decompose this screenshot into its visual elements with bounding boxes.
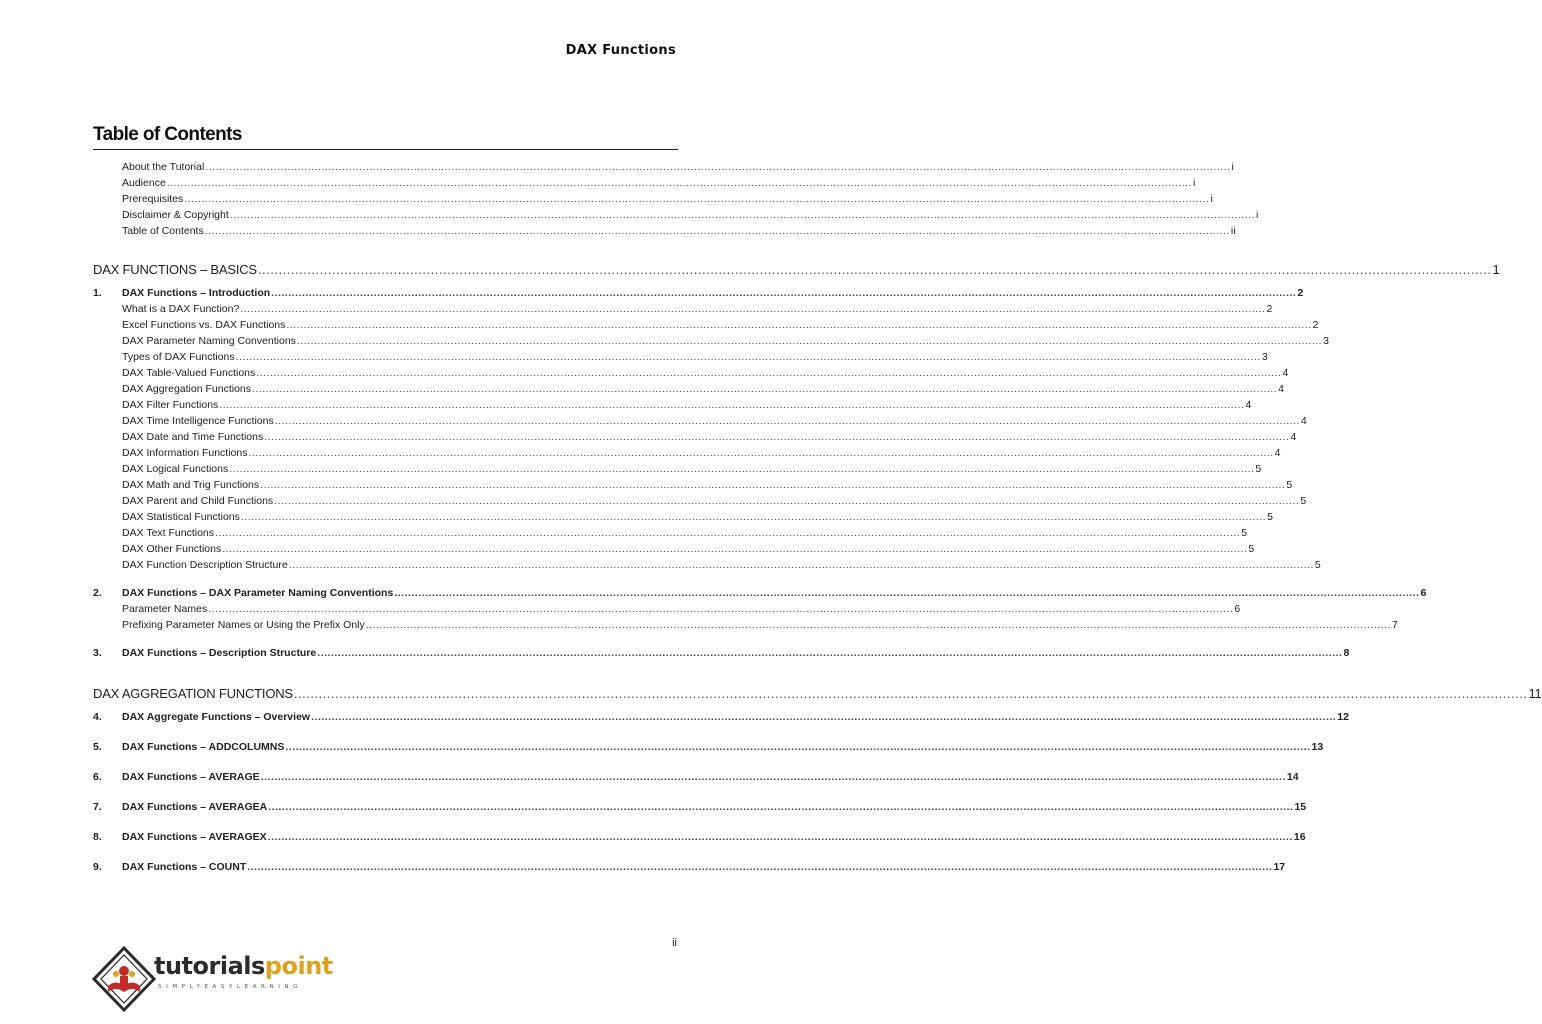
toc-entry[interactable] <box>93 615 1398 631</box>
toc-entry[interactable] <box>93 599 1241 615</box>
toc-entry-page: 2 <box>1266 303 1273 315</box>
toc-entry[interactable] <box>93 189 1213 205</box>
toc-entry-title: DAX Parent and Child Functions <box>122 495 274 507</box>
toc-dot-leader: ............................................................................................................................................................................................................................................................................................................ <box>260 771 1286 783</box>
logo-tagline: SIMPLYEASYLEARNING <box>158 984 302 990</box>
toc-entry[interactable] <box>93 475 1293 491</box>
toc-entry[interactable] <box>93 539 1255 555</box>
title-rule <box>93 149 678 150</box>
toc-entry-page: 14 <box>1286 771 1299 783</box>
toc-entry[interactable] <box>93 205 1259 221</box>
toc-entry-title: Parameter Names <box>122 603 208 615</box>
toc-entry[interactable] <box>93 283 1304 299</box>
toc-entry-number: 8. <box>93 831 102 843</box>
toc-entry-number: 5. <box>93 741 102 753</box>
toc-entry-number: 6. <box>93 771 102 783</box>
toc-entry[interactable] <box>93 707 1349 723</box>
toc-entry-page: 17 <box>1273 861 1286 873</box>
toc-dot-leader: ............................................................................................................................................................................................................................................................................................................ <box>256 367 1282 379</box>
toc-dot-leader: ............................................................................................................................................................................................................................................................................................................ <box>268 801 1294 813</box>
toc-entry-title: DAX Functions – AVERAGE <box>122 771 260 783</box>
toc-dot-leader: ............................................................................................................................................................................................................................................................................................................ <box>394 587 1420 599</box>
toc-entry-page: i <box>1231 161 1234 173</box>
toc-entry[interactable] <box>93 523 1248 539</box>
toc-entry-title: DAX Aggregation Functions <box>122 383 251 395</box>
toc-entry-page: 4 <box>1274 447 1281 459</box>
toc-entry[interactable] <box>93 411 1307 427</box>
toc-entry[interactable] <box>93 681 1542 701</box>
toc-entry-title: DAX Other Functions <box>122 543 222 555</box>
toc-entry[interactable] <box>93 797 1307 813</box>
toc-dot-leader: ............................................................................................................................................................................................................................................................................................................ <box>166 177 1192 189</box>
toc-dot-leader: ............................................................................................................................................................................................................................................................................................................ <box>252 383 1278 395</box>
toc-dot-leader: ............................................................................................................................................................................................................................................................................................................ <box>229 209 1255 221</box>
toc-dot-leader: ............................................................................................................................................................................................................................................................................................................ <box>204 225 1230 237</box>
toc-entry-page: i <box>1255 209 1259 221</box>
toc-dot-leader: ............................................................................................................................................................................................................................................................................................................ <box>184 193 1210 205</box>
tutorialspoint-book-logo-icon <box>92 946 156 1012</box>
toc-dot-leader: ............................................................................................................................................................................................................................................................................................................ <box>248 447 1274 459</box>
toc-entry[interactable] <box>93 443 1281 459</box>
toc-entry[interactable] <box>93 347 1268 363</box>
toc-entry[interactable] <box>93 157 1234 173</box>
toc-dot-leader: ............................................................................................................................................................................................................................................................................................................ <box>235 351 1261 363</box>
toc-entry[interactable] <box>93 395 1252 411</box>
toc-entry-title: DAX Functions – AVERAGEX <box>122 831 267 843</box>
toc-dot-leader: ............................................................................................................................................................................................................................................................................................................ <box>222 543 1248 555</box>
toc-entry[interactable] <box>93 299 1273 315</box>
toc-entry[interactable] <box>93 221 1236 237</box>
toc-dot-leader: ............................................................................................................................................................................................................................................................................................................ <box>205 161 1231 173</box>
toc-entry-title: DAX Math and Trig Functions <box>122 479 260 491</box>
toc-entry-page: 2 <box>1297 287 1304 299</box>
toc-entry-page: 16 <box>1293 831 1306 843</box>
tutorialspoint-logo <box>92 946 332 1012</box>
toc-dot-leader: ............................................................................................................................................................................................................................................................................................................ <box>267 831 1293 843</box>
toc-dot-leader: ............................................................................................................................................................................................................................................................................................................ <box>271 287 1297 299</box>
toc-dot-leader: ............................................................................................................................................................................................................................................................................................................ <box>257 262 1492 277</box>
toc-entry-page: 5 <box>1286 479 1293 491</box>
toc-entry-title: DAX Information Functions <box>122 447 248 459</box>
toc-entry-page: 8 <box>1343 647 1350 659</box>
toc-dot-leader: ............................................................................................................................................................................................................................................................................................................ <box>274 415 1300 427</box>
toc-entry-title: Audience <box>122 177 166 189</box>
toc-entry-page: 5 <box>1241 527 1248 539</box>
toc-dot-leader: ............................................................................................................................................................................................................................................................................................................ <box>365 619 1391 631</box>
toc-entry[interactable] <box>93 363 1289 379</box>
toc-entry-title: What is a DAX Function? <box>122 303 240 315</box>
toc-entry-title: DAX Functions – COUNT <box>122 861 247 873</box>
toc-entry-title: DAX Table-Valued Functions <box>122 367 256 379</box>
toc-dot-leader: ............................................................................................................................................................................................................................................................................................................ <box>208 603 1234 615</box>
toc-entry-page: 1 <box>1492 262 1500 277</box>
toc-dot-leader: ............................................................................................................................................................................................................................................................................................................ <box>215 527 1241 539</box>
toc-entry-page: 7 <box>1391 619 1398 631</box>
toc-entry-page: 2 <box>1312 319 1319 331</box>
toc-entry[interactable] <box>93 555 1321 571</box>
toc-dot-leader: ............................................................................................................................................................................................................................................................................................................ <box>219 399 1245 411</box>
toc-entry-title: DAX FUNCTIONS – BASICS <box>93 262 257 277</box>
running-header: DAX Functions <box>565 43 676 58</box>
toc-entry-page: 12 <box>1337 711 1349 723</box>
toc-entry-title: DAX Filter Functions <box>122 399 219 411</box>
toc-entry-title: DAX Aggregate Functions – Overview <box>122 711 311 723</box>
toc-entry-title: Prefixing Parameter Names or Using the Prefix Only <box>122 619 365 631</box>
toc-entry-title: DAX Logical Functions <box>122 463 229 475</box>
toc-entry-title: Disclaimer & Copyright <box>122 209 229 221</box>
toc-entry[interactable] <box>93 643 1350 659</box>
toc-entry-title: Types of DAX Functions <box>122 351 235 363</box>
toc-dot-leader: ............................................................................................................................................................................................................................................................................................................ <box>317 647 1343 659</box>
toc-entry-number: 4. <box>93 711 102 723</box>
toc-entry[interactable] <box>93 331 1329 347</box>
toc-dot-leader: ............................................................................................................................................................................................................................................................................................................ <box>240 303 1266 315</box>
logo-wordmark: tutorialspoint <box>154 952 333 980</box>
toc-entry-page: 5 <box>1248 543 1255 555</box>
toc-entry-title: About the Tutorial <box>122 161 205 173</box>
toc-entry-page: i <box>1210 193 1213 205</box>
toc-entry-title: Excel Functions vs. DAX Functions <box>122 319 286 331</box>
toc-entry-page: 3 <box>1323 335 1329 347</box>
toc-entry[interactable] <box>93 737 1324 753</box>
toc-dot-leader: ............................................................................................................................................................................................................................................................................................................ <box>296 335 1323 347</box>
toc-dot-leader: ............................................................................................................................................................................................................................................................................................................ <box>247 861 1273 873</box>
toc-dot-leader: ............................................................................................................................................................................................................................................................................................................ <box>264 431 1290 443</box>
toc-entry-title: DAX Time Intelligence Functions <box>122 415 274 427</box>
toc-entry-page: 6 <box>1234 603 1241 615</box>
toc-entry-page: 4 <box>1282 367 1289 379</box>
toc-entry-page: 5 <box>1267 511 1273 523</box>
toc-entry[interactable] <box>93 827 1306 843</box>
toc-entry-page: 5 <box>1300 495 1307 507</box>
toc-entry-page: 13 <box>1311 741 1324 753</box>
toc-dot-leader: ............................................................................................................................................................................................................................................................................................................ <box>286 319 1312 331</box>
toc-entry-title: DAX Functions – Introduction <box>122 287 271 299</box>
toc-entry[interactable] <box>93 257 1500 277</box>
toc-entry-page: 3 <box>1261 351 1268 363</box>
toc-entry-page: i <box>1192 177 1196 189</box>
page-number: ii <box>672 937 677 949</box>
toc-entry[interactable] <box>93 857 1286 873</box>
toc-entry[interactable] <box>93 173 1196 189</box>
toc-entry[interactable] <box>93 507 1273 523</box>
toc-entry-page: 4 <box>1290 431 1297 443</box>
toc-entry-page: 6 <box>1420 587 1427 599</box>
toc-entry-number: 3. <box>93 647 102 659</box>
toc-entry-title: DAX Statistical Functions <box>122 511 240 523</box>
toc-entry-number: 1. <box>93 287 102 299</box>
toc-title: Table of Contents <box>93 124 242 145</box>
toc-entry[interactable] <box>93 491 1307 507</box>
toc-dot-leader: ............................................................................................................................................................................................................................................................................................................ <box>260 479 1286 491</box>
toc-entry-page: 4 <box>1278 383 1285 395</box>
toc-entry[interactable] <box>93 767 1299 783</box>
toc-entry-page: 4 <box>1245 399 1252 411</box>
toc-entry[interactable] <box>93 379 1285 395</box>
toc-entry-title: DAX Date and Time Functions <box>122 431 264 443</box>
toc-entry-title: DAX Function Description Structure <box>122 559 288 571</box>
toc-entry[interactable] <box>93 583 1427 599</box>
toc-dot-leader: ............................................................................................................................................................................................................................................................................................................ <box>288 559 1314 571</box>
toc-entry-page: 5 <box>1255 463 1262 475</box>
toc-dot-leader: ............................................................................................................................................................................................................................................................................................................ <box>240 511 1267 523</box>
toc-entry-page: 5 <box>1314 559 1321 571</box>
toc-entry[interactable] <box>93 427 1297 443</box>
toc-entry-number: 7. <box>93 801 102 813</box>
toc-entry-title: DAX Text Functions <box>122 527 215 539</box>
toc-entry-title: DAX Functions – AVERAGEA <box>122 801 268 813</box>
toc-entry-title: DAX Functions – ADDCOLUMNS <box>122 741 285 753</box>
toc-entry-page: 11 <box>1528 686 1542 701</box>
toc-dot-leader: ............................................................................................................................................................................................................................................................................................................ <box>293 686 1528 701</box>
toc-entry-title: DAX Functions – Description Structure <box>122 647 317 659</box>
toc-entry-title: DAX Functions – DAX Parameter Naming Conventions <box>122 587 394 599</box>
toc-entry-title: DAX AGGREGATION FUNCTIONS <box>93 686 293 701</box>
toc-entry[interactable] <box>93 315 1319 331</box>
toc-dot-leader: ............................................................................................................................................................................................................................................................................................................ <box>274 495 1300 507</box>
toc-entry-page: 15 <box>1294 801 1307 813</box>
toc-entry-page: ii <box>1230 225 1236 237</box>
toc-entry[interactable] <box>93 459 1262 475</box>
toc-entry-number: 9. <box>93 861 102 873</box>
toc-entry-number: 2. <box>93 587 102 599</box>
toc-entry-page: 4 <box>1300 415 1307 427</box>
toc-dot-leader: ............................................................................................................................................................................................................................................................................................................ <box>229 463 1255 475</box>
toc-dot-leader: ............................................................................................................................................................................................................................................................................................................ <box>311 711 1337 723</box>
toc-dot-leader: ............................................................................................................................................................................................................................................................................................................ <box>285 741 1311 753</box>
toc-entry-title: Table of Contents <box>122 225 204 237</box>
toc-entry-title: DAX Parameter Naming Conventions <box>122 335 296 347</box>
toc-entry-title: Prerequisites <box>122 193 184 205</box>
